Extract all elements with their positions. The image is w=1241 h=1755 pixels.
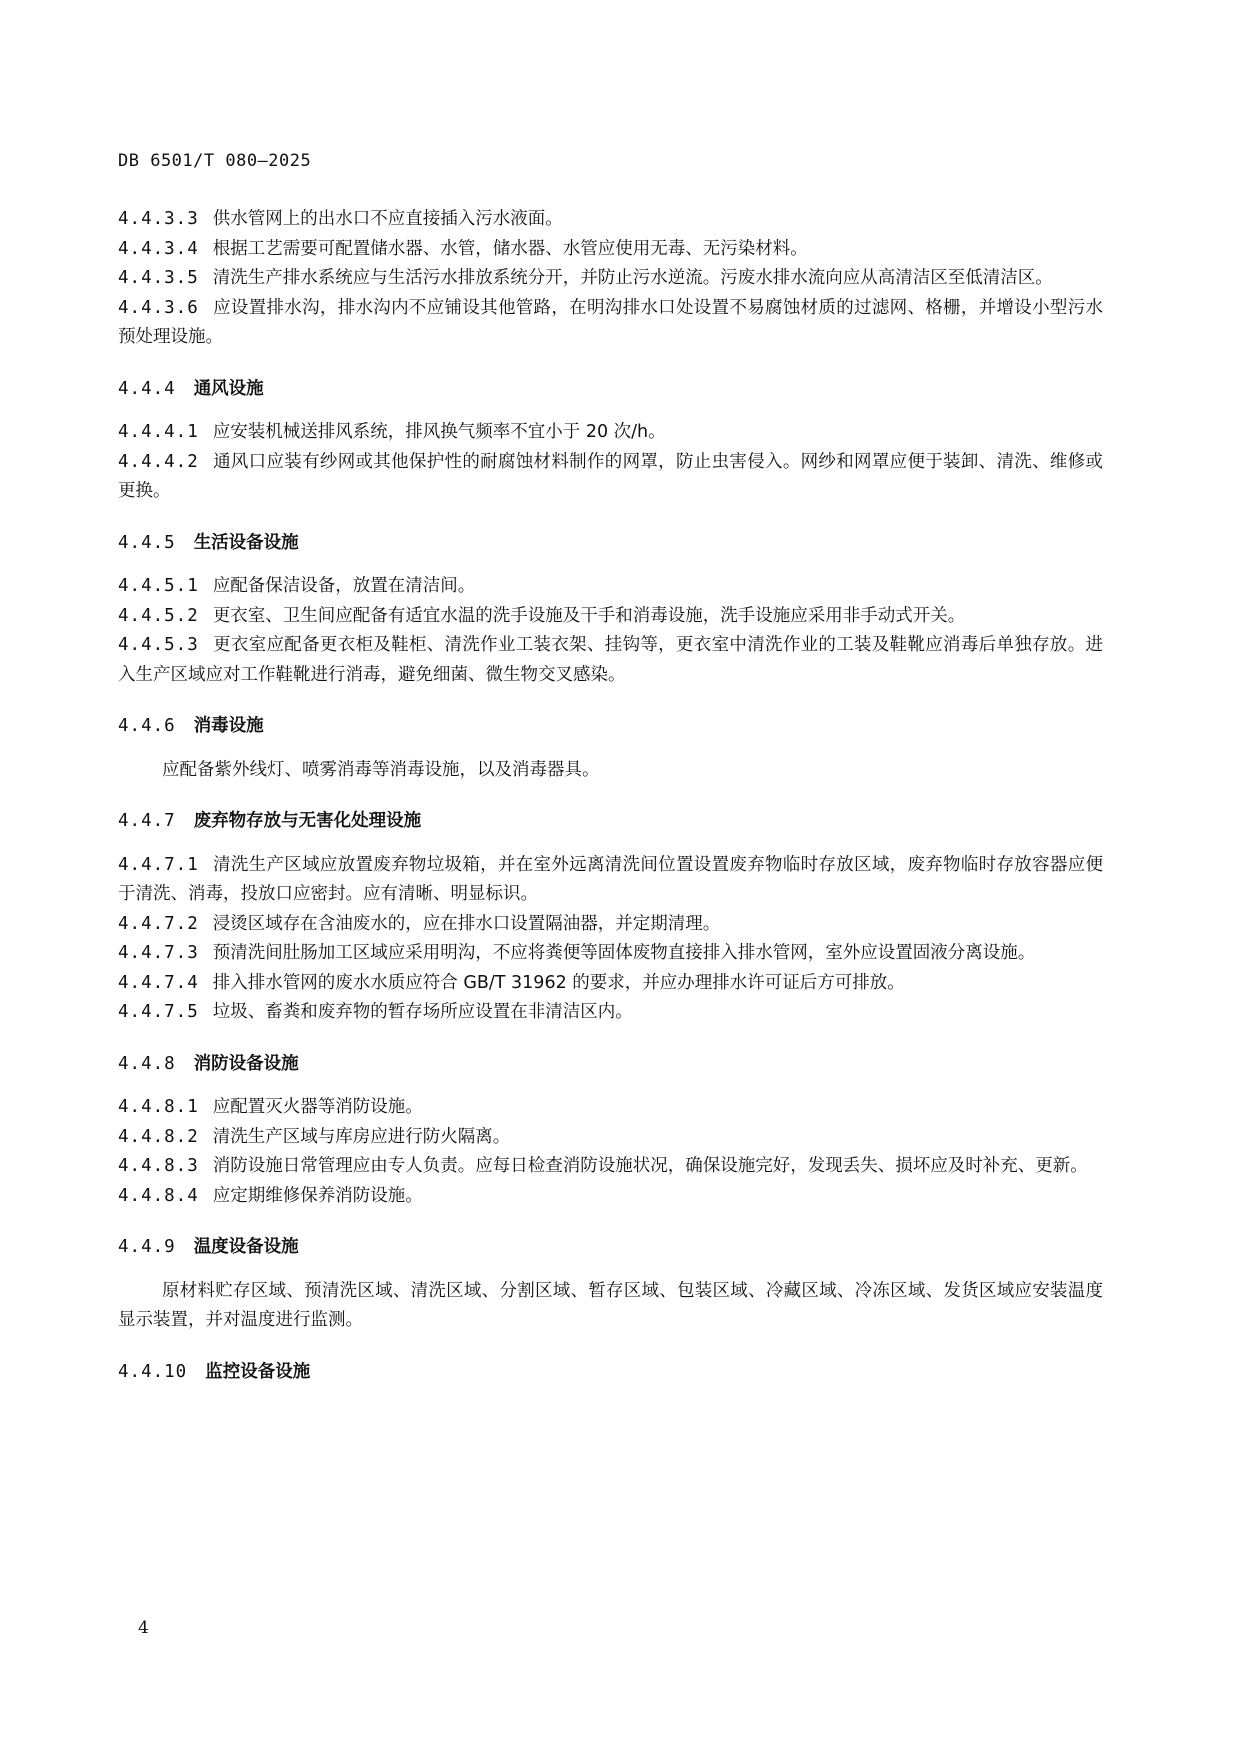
clause-text: 更衣室、卫生间应配备有适宜水温的洗手设施及干手和消毒设施，洗手设施应采用非手动式开关。 [212, 605, 966, 626]
clause-paragraph [118, 910, 1103, 940]
clause-number: 4.4.5.2 [118, 605, 199, 626]
clause-number: 4.4.7.3 [118, 943, 199, 963]
clause-text: 清洗生产排水系统应与生活污水排放系统分开，并防止污水逆流。污废水排水流向应从高清洁区至低清洁区。 [212, 268, 1053, 288]
clause-paragraph [118, 572, 1103, 602]
clause-number: 4.4.7.5 [118, 1002, 199, 1022]
clause-paragraph [118, 205, 1103, 235]
clause-number: 4.4.3.5 [118, 268, 199, 288]
clause-paragraph [118, 418, 1103, 448]
section-number: 4.4.9 [118, 1237, 176, 1257]
clause-number: 4.4.8.4 [118, 1185, 199, 1206]
clause-paragraph [118, 294, 1103, 353]
clause-text: 应安装机械送排风系统，排风换气频率不宜小于 20 次/h。 [212, 422, 666, 442]
body-paragraph: 应配备紫外线灯、喷雾消毒等消毒设施，以及消毒器具。 [162, 759, 600, 780]
clause-paragraph [118, 1123, 1103, 1153]
section-heading [118, 1233, 1103, 1263]
clause-number: 4.4.5.1 [118, 576, 199, 596]
body-paragraph: 原材料贮存区域、预清洗区域、清洗区域、分割区域、暂存区域、包装区域、冷藏区域、冷冻区域、发货区域应安装温度显示装置，并对温度进行监测。 [118, 1280, 1103, 1330]
section-number: 4.4.8 [118, 1053, 176, 1074]
clause-number: 4.4.5.3 [118, 635, 199, 655]
clause-number: 4.4.7.2 [118, 913, 199, 934]
section-title: 生活设备设施 [193, 532, 299, 553]
clause-text: 浸烫区域存在含油废水的，应在排水口设置隔油器，并定期清理。 [212, 913, 721, 934]
clause-number: 4.4.3.6 [118, 297, 199, 318]
clause-number: 4.4.8.2 [118, 1126, 199, 1147]
section-heading [118, 712, 1103, 742]
section-title: 监控设备设施 [205, 1361, 311, 1382]
document-body [118, 205, 1103, 1401]
section-number: 4.4.10 [118, 1361, 188, 1382]
clause-number: 4.4.7.4 [118, 972, 199, 993]
section-heading [118, 529, 1103, 559]
clause-text: 更衣室应配备更衣柜及鞋柜、清洗作业工装衣架、挂钩等，更衣室中清洗作业的工装及鞋靴应消毒后单独存放。进入生产区域应对工作鞋靴进行消毒，避免细菌、微生物交叉感染。 [118, 635, 1103, 685]
clause-paragraph [118, 851, 1103, 910]
clause-number: 4.4.8.3 [118, 1156, 199, 1176]
clause-text: 排入排水管网的废水水质应符合 GB/T 31962 的要求，并应办理排水许可证后方可排放。 [212, 972, 905, 993]
clause-number: 4.4.8.1 [118, 1097, 199, 1117]
clause-text: 清洗生产区域应放置废弃物垃圾箱，并在室外远离清洗间位置设置废弃物临时存放区域，废弃物临时存放容器应便于清洗、消毒，投放口应密封。应有清晰、明显标识。 [118, 854, 1103, 904]
clause-paragraph [118, 1182, 1103, 1212]
section-heading [118, 1050, 1103, 1080]
clause-number: 4.4.7.1 [118, 854, 199, 875]
clause-text: 应设置排水沟，排水沟内不应铺设其他管路，在明沟排水口处设置不易腐蚀材质的过滤网、格栅，并增设小型污水预处理设施。 [118, 297, 1103, 347]
clause-number: 4.4.3.4 [118, 238, 199, 259]
clause-paragraph [118, 969, 1103, 999]
clause-text: 根据工艺需要可配置储水器、水管，储水器、水管应使用无毒、无污染材料。 [212, 238, 808, 259]
section-title: 温度设备设施 [193, 1237, 299, 1257]
clause-paragraph [118, 998, 1103, 1028]
section-heading [118, 1358, 1103, 1388]
clause-text: 清洗生产区域与库房应进行防火隔离。 [212, 1126, 511, 1147]
section-title: 消防设备设施 [193, 1053, 299, 1074]
section-title: 废弃物存放与无害化处理设施 [193, 811, 422, 831]
section-number: 4.4.6 [118, 716, 176, 736]
clause-paragraph [118, 448, 1103, 507]
clause-paragraph [118, 1152, 1103, 1182]
clause-paragraph [118, 602, 1103, 632]
section-heading [118, 807, 1103, 837]
clause-number: 4.4.4.1 [118, 422, 199, 442]
section-number: 4.4.4 [118, 378, 176, 399]
clause-text: 消防设施日常管理应由专人负责。应每日检查消防设施状况，确保设施完好，发现丢失、损坏应及时补充、更新。 [212, 1156, 1088, 1176]
clause-text: 供水管网上的出水口不应直接插入污水液面。 [212, 209, 563, 229]
clause-number: 4.4.4.2 [118, 451, 199, 472]
page-number: 4 [138, 1618, 149, 1638]
section-title: 消毒设施 [193, 716, 264, 736]
clause-paragraph [118, 264, 1103, 294]
clause-text: 垃圾、畜粪和废弃物的暂存场所应设置在非清洁区内。 [212, 1002, 633, 1022]
clause-number: 4.4.3.3 [118, 209, 199, 229]
clause-text: 应配置灭火器等消防设施。 [212, 1097, 423, 1117]
clause-text: 预清洗间肚肠加工区域应采用明沟，不应将粪便等固体废物直接排入排水管网，室外应设置固液分离设施。 [212, 943, 1036, 963]
clause-paragraph [118, 1093, 1103, 1123]
clause-paragraph [118, 939, 1103, 969]
clause-text: 应配备保洁设备，放置在清洁间。 [212, 576, 476, 596]
section-title: 通风设施 [193, 378, 264, 399]
document-header: DB 6501/T 080—2025 [118, 151, 312, 171]
section-heading [118, 375, 1103, 405]
clause-text: 应定期维修保养消防设施。 [212, 1185, 423, 1206]
clause-paragraph [118, 631, 1103, 690]
clause-paragraph [118, 235, 1103, 265]
section-number: 4.4.5 [118, 532, 176, 553]
clause-text: 通风口应装有纱网或其他保护性的耐腐蚀材料制作的网罩，防止虫害侵入。网纱和网罩应便于装卸、清洗、维修或更换。 [118, 451, 1103, 501]
section-number: 4.4.7 [118, 811, 176, 831]
